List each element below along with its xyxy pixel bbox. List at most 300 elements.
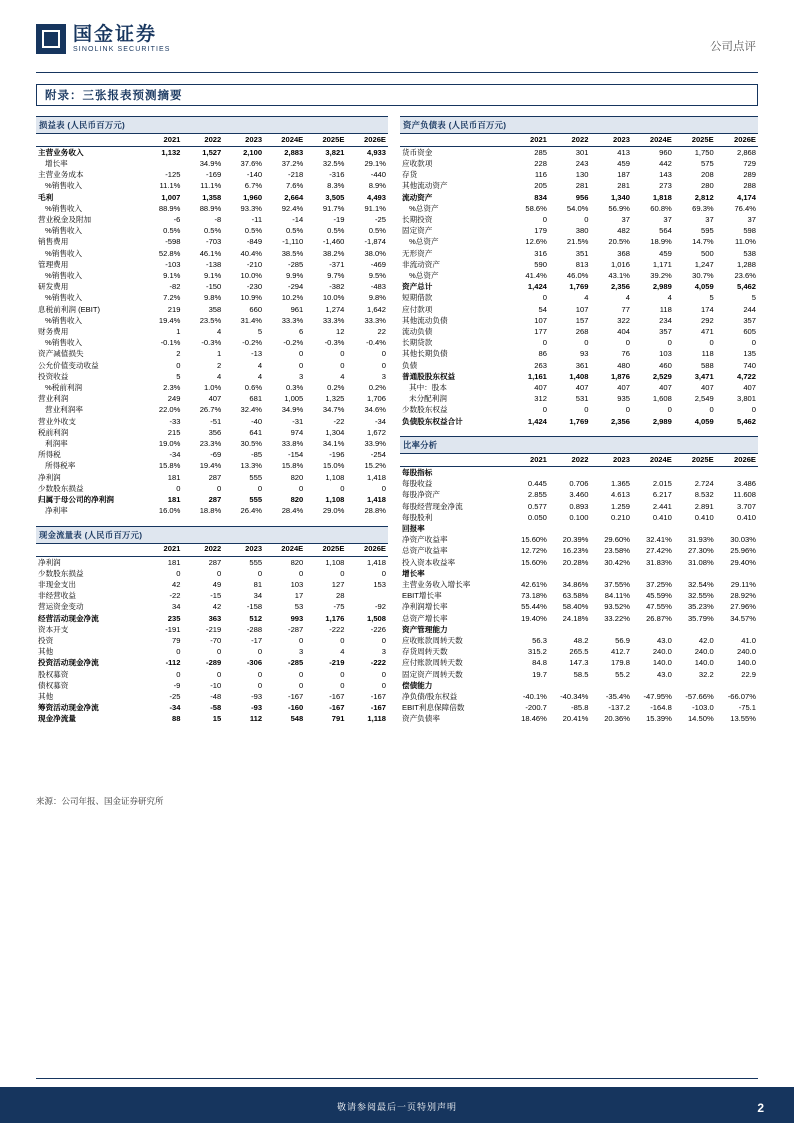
row-value: -210: [246, 259, 263, 269]
table-row: [36, 635, 388, 646]
row-value: 1,418: [366, 495, 386, 504]
row-value: 512: [249, 613, 263, 623]
row-value: 729: [743, 158, 756, 168]
row-value: 555: [249, 495, 263, 504]
row-value: 1,108: [325, 557, 345, 567]
row-label: 总资产增长率: [402, 613, 448, 623]
row-value: -6: [173, 214, 181, 224]
row-value: 480: [617, 360, 630, 370]
table-row: [36, 237, 388, 248]
row-value: 46.1%: [199, 248, 222, 258]
row-value: 3: [299, 371, 304, 381]
row-value: 219: [167, 304, 181, 314]
row-value: 37.25%: [646, 579, 672, 589]
row-label: 其他流动负债: [402, 315, 448, 325]
row-value: 1,642: [366, 304, 386, 314]
row-value: 459: [659, 248, 672, 258]
table-row: [36, 147, 388, 159]
row-label: 税前利润: [38, 427, 69, 437]
row-value: 11.0%: [735, 237, 756, 247]
row-value: 33.3%: [322, 315, 345, 325]
row-value: 9.5%: [368, 270, 386, 280]
row-value: -196: [329, 450, 345, 460]
row-value: 0: [299, 349, 304, 359]
table-row: [400, 293, 758, 304]
row-value: 107: [575, 304, 589, 314]
row-value: 228: [534, 158, 547, 168]
row-value: 147.3: [569, 658, 589, 668]
row-label: 投资: [38, 635, 54, 645]
row-label: 股权募资: [38, 669, 69, 679]
row-value: 32.41%: [646, 535, 672, 545]
row-value: 1,769: [569, 282, 589, 292]
row-value: 590: [534, 259, 547, 269]
row-value: 407: [743, 382, 756, 392]
row-value: 143: [659, 170, 672, 180]
row-value: 2.855: [527, 490, 547, 500]
row-value: 140.0: [736, 658, 756, 668]
row-value: 38.0%: [364, 248, 386, 258]
table-row: [36, 170, 388, 181]
row-value: -294: [288, 282, 304, 292]
ratio-analysis-caption: 比率分析: [400, 436, 758, 454]
row-value: 28.8%: [364, 506, 386, 516]
balance-sheet-table: [400, 134, 758, 427]
row-label: 所得税率: [45, 461, 76, 471]
table-row: [36, 483, 388, 494]
row-value: 292: [701, 315, 714, 325]
row-label: 总资产收益率: [402, 546, 448, 556]
row-value: [346, 591, 388, 602]
row-value: 34: [171, 602, 181, 612]
table-row: [400, 658, 758, 669]
row-label: 净利率: [45, 506, 68, 516]
row-value: 54.0%: [566, 203, 589, 213]
row-value: 1,706: [366, 394, 386, 404]
row-value: 2,100: [243, 147, 263, 157]
row-label: EBIT利息保障倍数: [402, 703, 465, 713]
row-value: -0.2%: [242, 338, 263, 348]
table-row: [36, 703, 388, 714]
row-value: 3: [299, 647, 304, 657]
row-value: 0: [340, 360, 345, 370]
row-value: -218: [288, 170, 304, 180]
row-value: 4: [667, 293, 672, 303]
row-value: 0: [176, 483, 181, 493]
table-row: [400, 669, 758, 680]
row-value: 9.1%: [163, 270, 181, 280]
table-header-row: [400, 134, 758, 147]
row-value: -25: [169, 691, 181, 701]
row-value: 0: [381, 349, 386, 359]
row-value: 820: [290, 472, 304, 482]
row-value: 18.46%: [521, 714, 547, 724]
row-value: 5: [709, 293, 714, 303]
row-label: 其他: [38, 691, 54, 701]
row-value: -13: [251, 349, 263, 359]
row-value: 130: [575, 170, 589, 180]
table-row: [400, 557, 758, 568]
row-value: 2,549: [694, 394, 714, 404]
table-row: [400, 602, 758, 613]
row-value: 6.7%: [244, 181, 263, 191]
row-label: 资产总计: [402, 282, 433, 292]
row-value: 153: [373, 579, 386, 589]
row-value: -103.0: [692, 703, 714, 713]
table-row: [36, 282, 388, 293]
row-value: -138: [206, 259, 222, 269]
row-value: 0.6%: [244, 382, 263, 392]
row-value: 9.1%: [203, 270, 222, 280]
row-value: 52.8%: [158, 248, 181, 258]
row-value: 177: [534, 326, 547, 336]
table-row: [36, 181, 388, 192]
row-value: [507, 624, 549, 635]
row-value: 273: [659, 181, 672, 191]
row-value: 7.2%: [163, 293, 181, 303]
table-row: [36, 506, 388, 517]
row-value: 29.40%: [730, 557, 756, 567]
row-label: 营业利润: [38, 394, 69, 404]
row-value: -8: [214, 214, 222, 224]
table-row: [36, 394, 388, 405]
row-value: 413: [617, 147, 630, 157]
row-value: 2,989: [652, 282, 672, 292]
row-value: 34.9%: [281, 405, 304, 415]
row-value: 37.55%: [604, 579, 630, 589]
row-value: 27.30%: [687, 546, 714, 556]
table-row: [400, 703, 758, 714]
row-value: -285: [288, 658, 304, 668]
table-row: [400, 635, 758, 646]
row-value: 2,812: [694, 192, 714, 202]
row-value: -35.4%: [605, 691, 630, 701]
row-label: 其中：股本: [409, 382, 447, 392]
row-label: 其他流动资产: [402, 181, 448, 191]
footer-divider: [36, 1078, 758, 1079]
row-value: [590, 523, 632, 534]
row-value: 288: [743, 181, 756, 191]
row-value: 16.0%: [158, 506, 181, 516]
row-value: [549, 523, 591, 534]
row-value: -219: [329, 658, 345, 668]
row-label: 其他长期负债: [402, 349, 448, 359]
row-value: 1,418: [366, 557, 386, 567]
row-value: 12.72%: [521, 546, 547, 556]
row-value: 37.6%: [240, 158, 263, 168]
row-value: 1,274: [325, 304, 345, 314]
row-label: 应收款项: [402, 158, 433, 168]
row-value: 1,016: [610, 259, 630, 269]
table-row: [400, 416, 758, 427]
table-row: [400, 248, 758, 259]
row-label: 长期投资: [402, 214, 433, 224]
row-value: 20.5%: [608, 237, 630, 247]
row-value: 93.52%: [604, 602, 630, 612]
column-header: 2024E: [632, 134, 674, 147]
row-value: 0: [625, 338, 630, 348]
column-header: 2025E: [305, 134, 346, 147]
row-value: 107: [534, 315, 547, 325]
row-value: 30.7%: [692, 270, 714, 280]
row-value: 15.39%: [646, 714, 672, 724]
row-value: 0: [299, 360, 304, 370]
row-value: 86: [538, 349, 547, 359]
row-value: 281: [617, 181, 630, 191]
row-value: 0: [381, 635, 386, 645]
row-value: 26.7%: [199, 405, 222, 415]
row-value: -85: [251, 450, 263, 460]
row-value: 0: [217, 483, 222, 493]
row-label: 流动资产: [402, 192, 433, 202]
column-header: 2021: [507, 134, 549, 147]
row-value: [716, 523, 758, 534]
row-value: 43.1%: [608, 270, 630, 280]
row-label: %总资产: [409, 203, 439, 213]
row-label: %销售收入: [45, 203, 83, 213]
row-value: 3,505: [325, 192, 345, 202]
row-value: 53: [294, 602, 304, 612]
row-value: 181: [167, 472, 181, 482]
row-value: 368: [617, 248, 630, 258]
row-value: 31.93%: [687, 535, 714, 545]
row-value: 93: [579, 349, 589, 359]
row-value: 32.4%: [240, 405, 263, 415]
row-value: -17: [251, 635, 263, 645]
row-label: 少数股东损益: [38, 568, 84, 578]
row-value: 0: [667, 405, 672, 415]
table-row: [36, 338, 388, 349]
table-row: [400, 203, 758, 214]
column-header: 2025E: [674, 134, 716, 147]
row-value: 0: [584, 214, 589, 224]
row-value: [507, 467, 549, 479]
row-label: 负债: [402, 360, 418, 370]
row-value: 1,171: [652, 259, 672, 269]
row-value: -222: [370, 658, 386, 668]
row-value: 49: [212, 579, 222, 589]
table-row: [36, 556, 388, 568]
table-row: [36, 568, 388, 579]
table-row: [400, 214, 758, 225]
row-value: [507, 523, 549, 534]
column-header: [36, 544, 142, 557]
row-value: 30.5%: [240, 438, 263, 448]
row-value: -316: [329, 170, 345, 180]
row-value: 8.3%: [327, 181, 345, 191]
row-value: -440: [370, 170, 386, 180]
row-value: 42: [212, 602, 222, 612]
row-value: 1,424: [527, 416, 547, 426]
row-value: 2,883: [284, 147, 304, 157]
row-value: 40.4%: [240, 248, 263, 258]
row-value: 404: [617, 326, 630, 336]
row-value: 38.5%: [281, 248, 304, 258]
row-value: -483: [370, 282, 386, 292]
row-label: 净利润: [38, 557, 61, 567]
row-value: -382: [329, 282, 345, 292]
column-header: 2024E: [264, 544, 305, 557]
row-value: 3: [381, 371, 386, 381]
table-row: [400, 170, 758, 181]
cashflow-statement-table: [36, 544, 388, 725]
row-value: 179.8: [610, 658, 630, 668]
table-row: [36, 248, 388, 259]
row-group-title: [400, 624, 758, 635]
row-value: [674, 680, 716, 691]
row-value: -40.34%: [560, 691, 589, 701]
table-row: [400, 270, 758, 281]
row-value: -51: [210, 416, 222, 426]
row-label: 短期借款: [402, 293, 433, 303]
row-value: -22: [169, 591, 181, 601]
row-value: 240.0: [736, 647, 756, 657]
row-value: 13.3%: [240, 461, 263, 471]
column-header: 2026E: [716, 134, 758, 147]
row-value: 0.410: [694, 512, 714, 522]
row-value: 287: [208, 495, 222, 504]
row-value: -285: [288, 259, 304, 269]
row-value: [674, 624, 716, 635]
row-value: -112: [165, 658, 181, 668]
row-value: 0: [751, 338, 756, 348]
row-value: [674, 568, 716, 579]
row-value: 84.11%: [604, 591, 630, 601]
balance-sheet-caption: 资产负债表 (人民币百万元): [400, 116, 758, 134]
row-value: 58.5: [573, 669, 589, 679]
row-label: 投资活动现金净流: [38, 658, 99, 668]
row-label: %销售收入: [45, 226, 83, 236]
row-value: -25: [375, 214, 386, 224]
row-value: 234: [659, 315, 672, 325]
row-label: %销售收入: [45, 181, 83, 191]
row-value: 0: [299, 680, 304, 690]
row-value: [549, 568, 591, 579]
row-label: 营业税金及附加: [38, 214, 92, 224]
row-value: 58.40%: [562, 602, 589, 612]
column-header: 2026E: [716, 454, 758, 467]
row-value: 56.9%: [608, 203, 630, 213]
table-row: [36, 591, 388, 602]
row-value: 10.0%: [322, 293, 345, 303]
row-value: 37.2%: [281, 158, 304, 168]
row-value: 34.6%: [364, 405, 386, 415]
table-row: [36, 326, 388, 337]
row-value: 19.7: [532, 669, 547, 679]
row-value: 0: [257, 647, 263, 657]
row-value: 740: [743, 360, 756, 370]
row-value: -849: [246, 237, 263, 247]
row-value: 4: [217, 326, 222, 336]
row-value: 235: [167, 613, 181, 623]
row-value: 2.015: [652, 479, 672, 489]
row-value: 92.4%: [281, 203, 304, 213]
row-value: -31: [292, 416, 304, 426]
row-value: 12.6%: [525, 237, 547, 247]
row-group-title: [400, 568, 758, 579]
row-value: 834: [534, 192, 547, 202]
column-header: 2023: [223, 544, 264, 557]
row-value: 0.2%: [368, 382, 386, 392]
row-value: 29.60%: [604, 535, 630, 545]
row-value: 69.3%: [692, 203, 714, 213]
row-value: [549, 624, 591, 635]
row-value: -140: [246, 170, 263, 180]
row-value: 961: [290, 304, 304, 314]
row-value: 33.3%: [364, 315, 386, 325]
row-value: -1,460: [322, 237, 345, 247]
row-value: 81: [253, 579, 263, 589]
table-row: [400, 315, 758, 326]
row-value: 29.11%: [730, 579, 756, 589]
row-value: 28.92%: [730, 591, 756, 601]
row-label: 无形资产: [402, 248, 433, 258]
row-value: 48.2: [573, 635, 589, 645]
row-value: 4: [625, 293, 630, 303]
row-value: 19.0%: [158, 438, 181, 448]
row-value: -15: [210, 591, 222, 601]
row-value: 531: [575, 394, 589, 404]
row-value: 315.2: [527, 647, 547, 657]
row-value: -0.4%: [366, 338, 386, 348]
table-row: [36, 270, 388, 281]
row-value: 351: [575, 248, 589, 258]
row-value: 63.58%: [562, 591, 589, 601]
row-value: 46.0%: [566, 270, 589, 280]
row-label: 少数股东权益: [402, 405, 448, 415]
row-value: 60.8%: [650, 203, 672, 213]
table-row: [400, 579, 758, 590]
row-value: 407: [575, 382, 589, 392]
row-value: 0: [299, 483, 304, 493]
row-value: 118: [659, 304, 672, 314]
table-row: [400, 647, 758, 658]
row-value: 0.410: [652, 512, 672, 522]
row-value: 407: [701, 382, 714, 392]
row-value: 2.441: [652, 501, 672, 511]
table-row: [36, 472, 388, 483]
table-row: [400, 237, 758, 248]
row-value: -469: [370, 259, 386, 269]
row-value: 5,462: [736, 282, 756, 292]
row-label: 资产减值损失: [38, 349, 84, 359]
row-value: 0.893: [569, 501, 589, 511]
row-value: 935: [617, 394, 630, 404]
row-value: 31.4%: [240, 315, 263, 325]
row-value: 42.0: [698, 635, 714, 645]
row-value: 43.0: [657, 635, 672, 645]
row-value: 0: [340, 483, 345, 493]
row-value: 791: [331, 714, 345, 724]
row-value: 13.55%: [730, 714, 756, 724]
row-value: 22.9: [741, 669, 756, 679]
row-value: 55.44%: [521, 602, 547, 612]
table-row: [36, 192, 388, 203]
row-value: 32.55%: [687, 591, 714, 601]
row-value: 33.9%: [364, 438, 386, 448]
row-label: %总资产: [409, 237, 439, 247]
row-value: -1,110: [282, 237, 304, 247]
row-value: -287: [288, 624, 304, 634]
row-value: 14.7%: [692, 237, 714, 247]
row-value: 1.365: [610, 479, 630, 489]
row-value: -66.07%: [727, 691, 756, 701]
row-value: 4.613: [610, 490, 630, 500]
row-label: 应付账款周转天数: [402, 658, 463, 668]
row-value: 31.08%: [687, 557, 714, 567]
row-label: 研发费用: [38, 282, 69, 292]
row-value: 1,007: [161, 192, 181, 202]
